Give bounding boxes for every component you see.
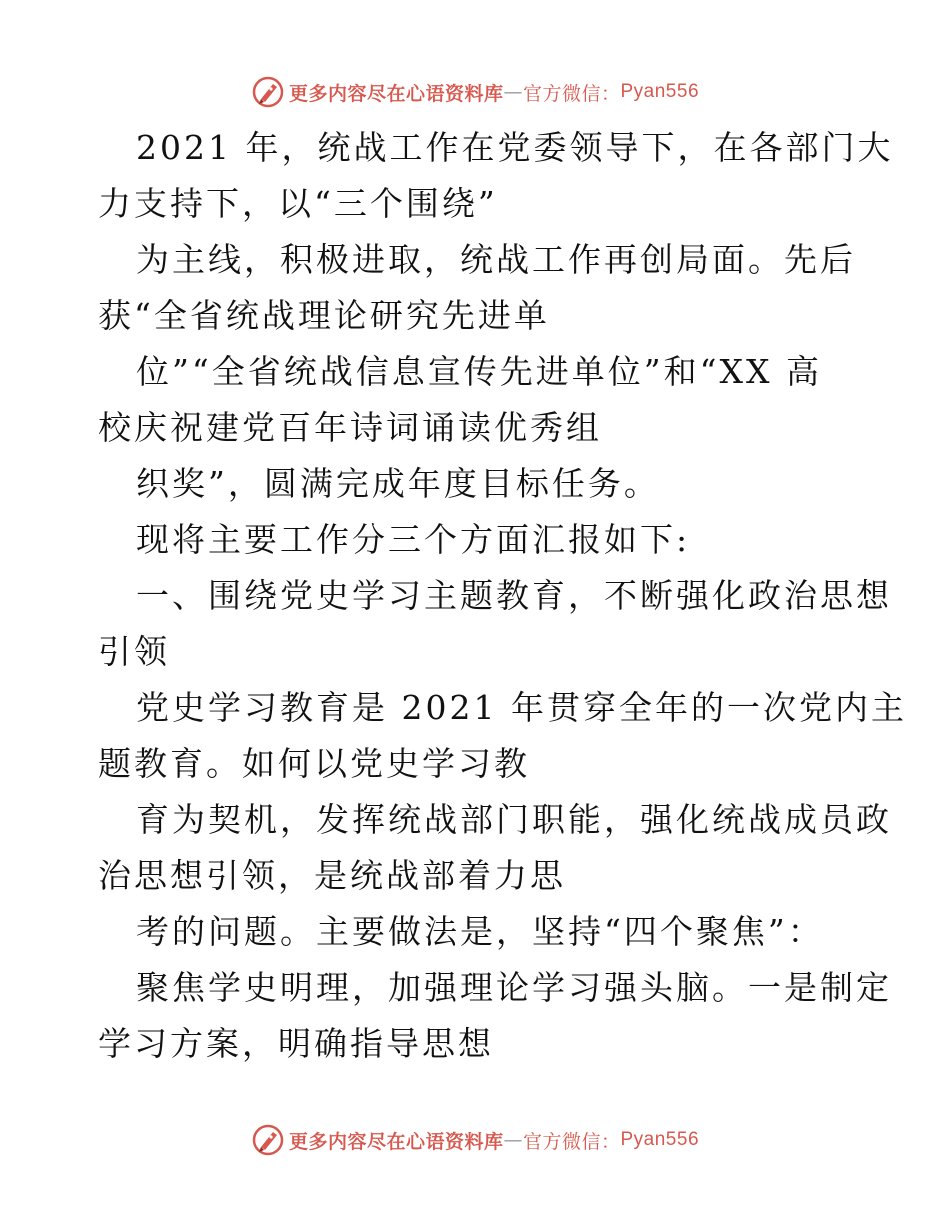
text-line: 现将主要工作分三个方面汇报如下: bbox=[136, 520, 691, 559]
watermark-sub-text: 官方微信： bbox=[522, 1130, 621, 1153]
text-line: 治思想引领，是统战部着力思 bbox=[98, 856, 566, 895]
text-line: 获“全省统战理论研究先进单 bbox=[98, 296, 550, 335]
watermark-id: Pyan556 bbox=[620, 1129, 700, 1150]
text-line: 育为契机，发挥统战部门职能，强化统战成员政 bbox=[136, 800, 892, 839]
text-line: 力支持下，以“三个围绕” bbox=[98, 184, 498, 223]
document-body bbox=[98, 120, 907, 1072]
section-heading: 一、围绕党史学习主题教育，不断强化政治思想 bbox=[136, 576, 892, 615]
watermark-header bbox=[0, 72, 950, 112]
text-line: 学习方案，明确指导思想 bbox=[98, 1024, 494, 1063]
text-line: 考的问题。主要做法是，坚持“四个聚焦”： bbox=[136, 912, 824, 951]
text-line: 题教育。如何以党史学习教 bbox=[98, 744, 530, 783]
text-line: 校庆祝建党百年诗词诵读优秀组 bbox=[98, 408, 602, 447]
pen-nib-circle-logo-icon bbox=[251, 1123, 285, 1157]
watermark-main-text: 更多内容尽在心语资料库 bbox=[288, 82, 504, 105]
text-line: 党史学习教育是 2021 年贯穿全年的一次党内主 bbox=[136, 688, 907, 727]
pen-nib-circle-logo-icon bbox=[251, 75, 285, 109]
text-line: 位”“全省统战信息宣传先进单位”和“XX 高 bbox=[136, 352, 822, 391]
text-line: 2021 年，统战工作在党委领导下，在各部门大 bbox=[136, 128, 894, 167]
text-line: 聚焦学史明理，加强理论学习强头脑。一是制定 bbox=[136, 968, 892, 1007]
text-line: 织奖”，圆满完成年度目标任务。 bbox=[136, 464, 660, 503]
watermark-id: Pyan556 bbox=[620, 81, 700, 102]
watermark-footer bbox=[0, 1120, 950, 1160]
text-line: 为主线，积极进取，统战工作再创局面。先后 bbox=[136, 240, 856, 279]
watermark-main-text: 更多内容尽在心语资料库 bbox=[288, 1130, 504, 1153]
watermark-dash: — bbox=[503, 81, 523, 103]
watermark-sub-text: 官方微信： bbox=[522, 82, 621, 105]
watermark-dash: — bbox=[503, 1129, 523, 1151]
section-heading-continued: 引领 bbox=[98, 632, 170, 671]
